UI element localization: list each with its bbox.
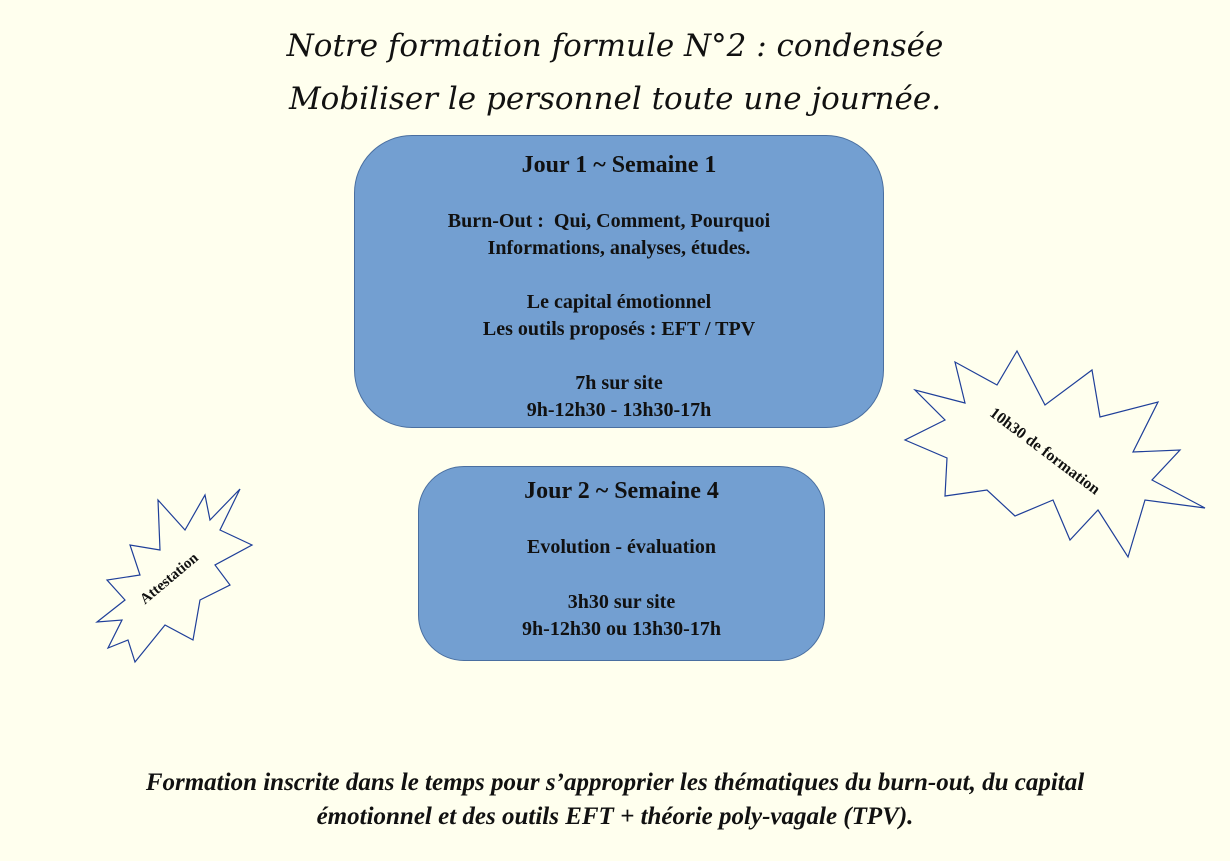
day2-duration: 3h30 sur site <box>567 591 676 613</box>
day2-topic: Evolution - évaluation <box>527 536 716 558</box>
footer-note <box>0 766 1230 834</box>
title-line-1: Notre formation formule N°2 : condensée <box>286 28 944 64</box>
day1-topic-a-detail: Informations, analyses, études. <box>487 237 751 259</box>
day2-schedule: 9h-12h30 ou 13h30-17h <box>522 618 721 640</box>
footer-line-1: Formation inscrite dans le temps pour s’approprier les thématiques du burn-out, du capital <box>145 769 1085 796</box>
day2-heading: Jour 2 ~ Semaine 4 <box>524 478 719 504</box>
day1-topic-b: Le capital émotionnel <box>526 291 712 313</box>
footer-line-2: émotionnel et des outils EFT + théorie poly-vagale (TPV). <box>316 803 914 830</box>
day1-topic-b-detail: Les outils proposés : EFT / TPV <box>482 318 756 340</box>
day1-schedule: 9h-12h30 - 13h30-17h <box>526 399 712 421</box>
day1-topic-a: Burn-Out : Qui, Comment, Pourquoi <box>447 210 771 232</box>
day1-heading: Jour 1 ~ Semaine 1 <box>521 152 717 178</box>
certificate-label: Attestation <box>137 550 202 608</box>
title-line-2: Mobiliser le personnel toute une journée. <box>288 81 942 117</box>
day1-duration: 7h sur site <box>575 372 663 394</box>
total-hours-label: 10h30 de formation <box>986 404 1104 499</box>
